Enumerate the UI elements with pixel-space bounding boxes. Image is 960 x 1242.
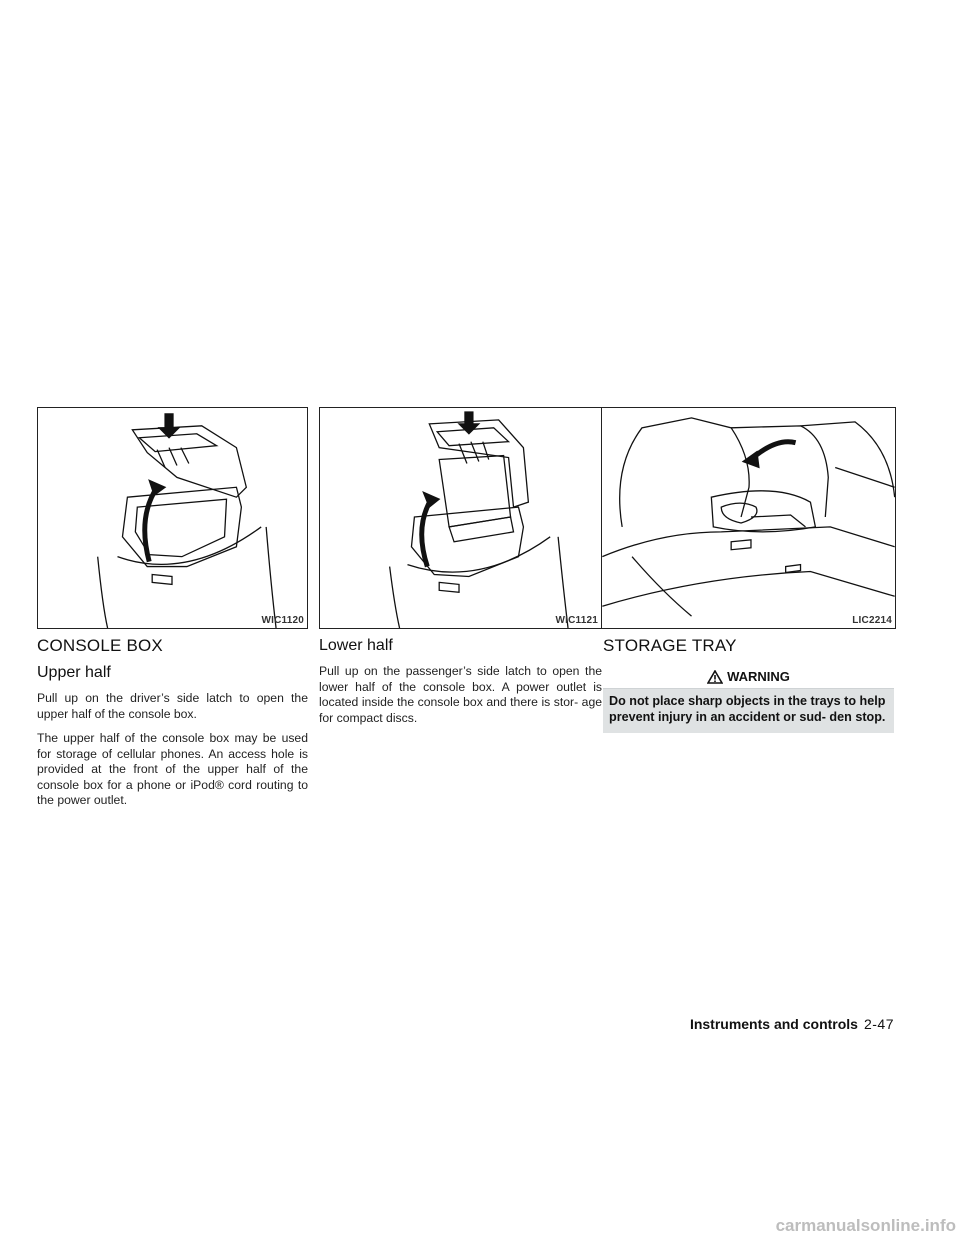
figure-code: LIC2214 bbox=[852, 615, 892, 626]
section-title-console-box: CONSOLE BOX bbox=[37, 636, 163, 655]
page-number: 2-47 bbox=[863, 1016, 894, 1032]
warning-triangle-icon bbox=[707, 670, 723, 684]
footer-section-name: Instruments and controls bbox=[689, 1016, 858, 1032]
paragraph: Pull up on the driver’s side latch to open the upper half of the console box. bbox=[37, 691, 308, 721]
figure-console-lower bbox=[319, 407, 602, 629]
column-storage-tray bbox=[603, 636, 894, 664]
warning-text: Do not place sharp objects in the trays to help prevent injury in an accident or sud- den stop. bbox=[603, 689, 894, 733]
page-footer bbox=[690, 1016, 894, 1032]
watermark: carmanualsonline.info bbox=[775, 1216, 956, 1235]
console-lower-illustration bbox=[320, 408, 601, 628]
subsection-title-lower-half: Lower half bbox=[319, 637, 393, 654]
storage-tray-illustration bbox=[602, 408, 895, 628]
subsection-title-upper-half: Upper half bbox=[37, 664, 111, 681]
paragraph: The upper half of the console box may be used for storage of cellular phones. An access hole is provided at the front of the upper half of the console box for a phone or iPod® cord routing to the power outlet. bbox=[37, 731, 308, 807]
figure-storage-tray bbox=[601, 407, 896, 629]
figure-code: WIC1121 bbox=[555, 615, 598, 626]
figure-code: WIC1120 bbox=[261, 615, 304, 626]
section-title-storage-tray: STORAGE TRAY bbox=[603, 636, 737, 655]
column-console-lower bbox=[319, 636, 602, 735]
column-console-upper bbox=[37, 636, 308, 818]
warning-header bbox=[603, 664, 894, 689]
warning-box bbox=[603, 664, 894, 733]
warning-label: WARNING bbox=[727, 669, 790, 684]
paragraph: Pull up on the passenger’s side latch to open the lower half of the console box. A power outlet is located inside the console box and there is stor- age for compact discs. bbox=[319, 664, 602, 725]
figure-console-upper bbox=[37, 407, 308, 629]
console-upper-illustration bbox=[38, 408, 307, 628]
